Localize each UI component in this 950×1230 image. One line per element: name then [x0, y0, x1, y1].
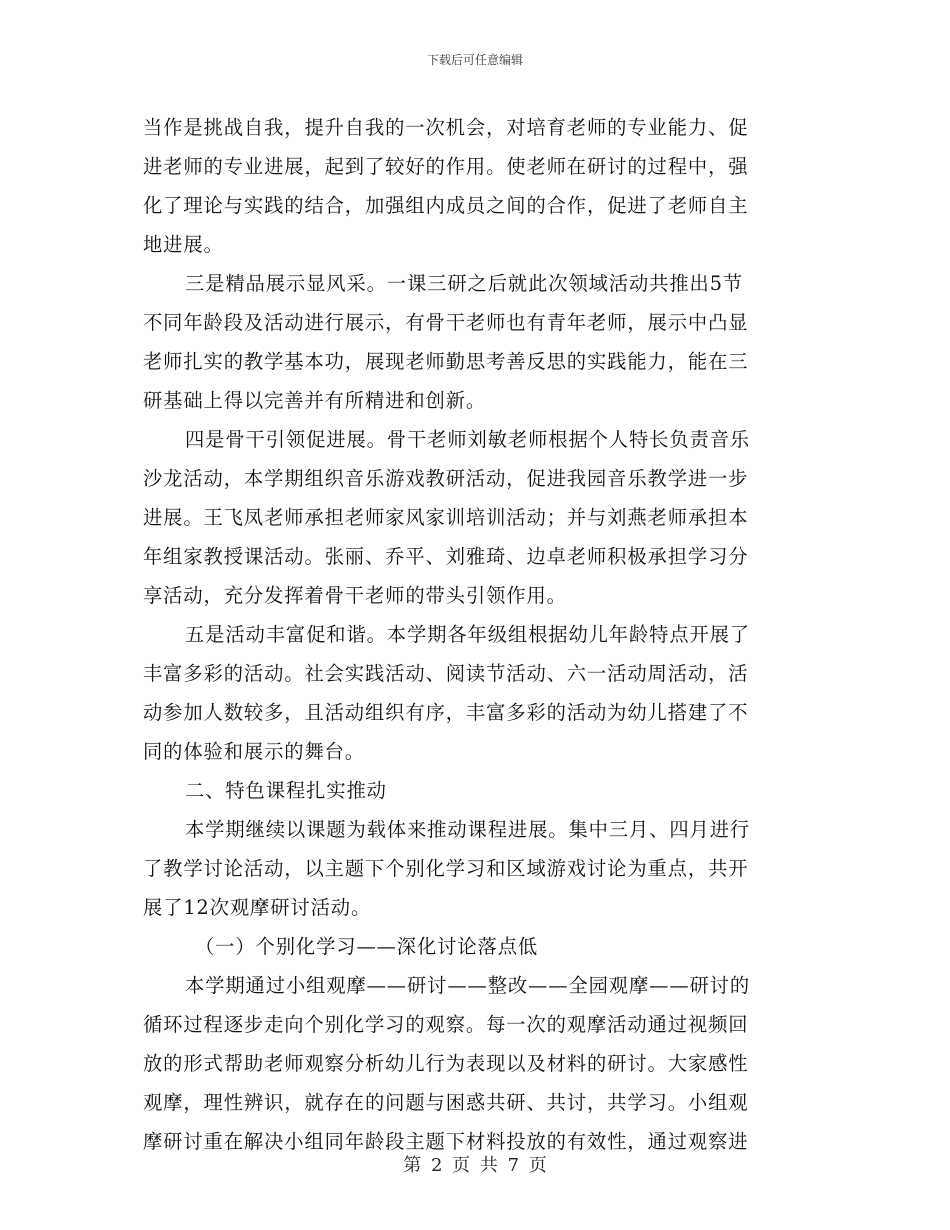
text-line: 进展。王飞凤老师承担老师家风家训培训活动；并与刘燕老师承担本 — [143, 506, 749, 529]
text-line: 同的体验和展示的舞台。 — [143, 740, 365, 763]
text-line: 不同年龄段及活动进行展示，有骨干老师也有青年老师，展示中凸显 — [143, 311, 749, 334]
page-header-note: 下载后可任意编辑 — [426, 53, 523, 67]
text-line: 地进展。 — [143, 233, 224, 256]
text-line: 放的形式帮助老师观察分析幼儿行为表现以及材料的研讨。大家感性 — [143, 1052, 749, 1075]
paragraph-start-line: 三是精品展示显风采。一课三研之后就此次领域活动共推出5节 — [185, 272, 744, 295]
text-line: 化了理论与实践的结合，加强组内成员之间的合作，促进了老师自主 — [143, 194, 749, 217]
text-line: 老师扎实的教学基本功，展现老师勤思考善反思的实践能力，能在三 — [143, 350, 749, 373]
page-number-footer: 第 2 页 共 7 页 — [403, 1155, 547, 1176]
paragraph-start-line: 本学期通过小组观摩——研讨——整改——全园观摩——研讨的 — [185, 974, 751, 997]
subsection-heading: （一）个别化学习——深化讨论落点低 — [195, 935, 539, 958]
paragraph-start-line: 五是活动丰富促和谐。本学期各年级组根据幼儿年龄特点开展了 — [185, 623, 751, 646]
paragraph-start-line: 本学期继续以课题为载体来推动课程进展。集中三月、四月进行 — [185, 818, 751, 841]
text-line: 享活动，充分发挥着骨干老师的带头引领作用。 — [143, 584, 567, 607]
paragraph-start-line: 四是骨干引领促进展。骨干老师刘敏老师根据个人特长负责音乐 — [185, 428, 751, 451]
text-line: 当作是挑战自我，提升自我的一次机会，对培育老师的专业能力、促 — [143, 116, 749, 139]
text-line: 动参加人数较多，且活动组织有序，丰富多彩的活动为幼儿搭建了不 — [143, 701, 749, 724]
text-line: 沙龙活动，本学期组织音乐游戏教研活动，促进我园音乐教学进一步 — [143, 467, 749, 490]
text-line: 丰富多彩的活动。社会实践活动、阅读节活动、六一活动周活动，活 — [143, 662, 749, 685]
text-line: 展了12次观摩研讨活动。 — [143, 896, 372, 919]
document-body — [143, 108, 799, 1161]
text-line: 循环过程逐步走向个别化学习的观察。每一次的观摩活动通过视频回 — [143, 1013, 749, 1036]
text-line: 观摩，理性辨识，就存在的问题与困惑共研、共讨，共学习。小组观 — [143, 1091, 749, 1114]
text-line: 摩研讨重在解决小组同年龄段主题下材料投放的有效性，通过观察进 — [143, 1130, 749, 1153]
text-line: 研基础上得以完善并有所精进和创新。 — [143, 389, 487, 412]
text-line: 进老师的专业进展，起到了较好的作用。使老师在研讨的过程中，强 — [143, 155, 749, 178]
section-heading: 二、特色课程扎实推动 — [185, 779, 387, 802]
text-line: 年组家教授课活动。张丽、乔平、刘雅琦、边卓老师积极承担学习分 — [143, 545, 749, 568]
text-line: 了教学讨论活动，以主题下个别化学习和区域游戏讨论为重点，共开 — [143, 857, 749, 880]
